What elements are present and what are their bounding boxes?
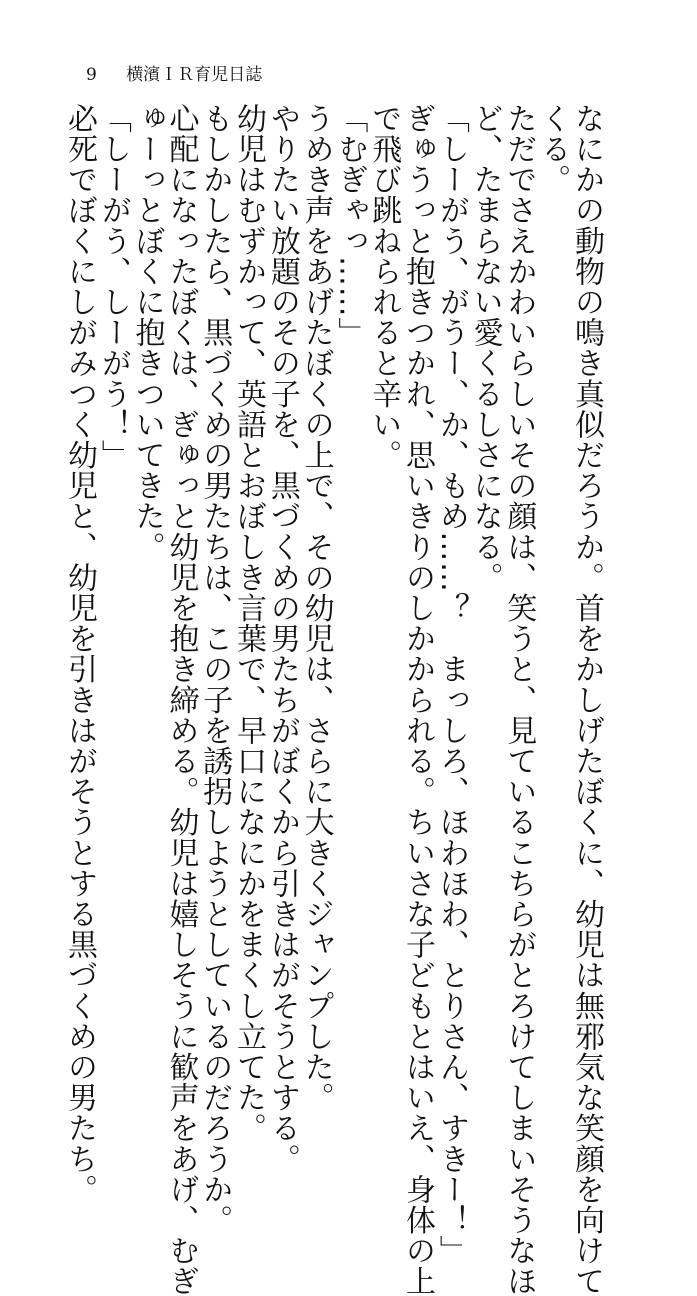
text-line: 幼児はむずかって、英語とおぼしき言葉で、早口になにかをまくし立てた。 [231, 103, 267, 1144]
text-line: ゅーっとぼくに抱きついてきた。 [129, 103, 165, 562]
text-line: 「しーがう、がうー、か、もめ……？ まっしろ、ほわほわ、とりさん、すきー！」 [433, 103, 469, 1266]
text-line: 「むぎゃっ……」 [332, 103, 368, 348]
text-line: なにかの動物の鳴き真似だろうか。首をかしげたぼくに、幼児は無邪気な笑顔を向けて [569, 103, 604, 1296]
text-line: ただでさえかわいらしいその顔は、笑うと、見ているこちらがとろけてしまいそうなほ [501, 103, 537, 1296]
text-line: うめき声をあげたぼくの上で、その幼児は、さらに大きくジャンプした。 [298, 103, 334, 1113]
vertical-body-text [62, 103, 604, 1296]
text-line: で飛び跳ねられると辛い。 [366, 103, 402, 471]
text-line: 「しーがう、しーがう！」 [95, 103, 131, 471]
text-line: ど、たまらない愛くるしさになる。 [467, 103, 503, 593]
page-number: 9 [86, 65, 97, 85]
text-line: もしかしたら、黒づくめの男たちは、この子を誘拐しようとしているのだろうか。 [197, 103, 233, 1236]
text-line: やりたい放題のその子を、黒づくめの男たちがぼくから引きはがそうとする。 [264, 103, 300, 1174]
text-line: くる。 [535, 103, 571, 195]
running-title: 横濱ＩＲ育児日誌 [126, 65, 263, 85]
text-line: 心配になったぼくは、ぎゅっと幼児を抱き締める。幼児は嬉しそうに歓声をあげ、むぎ [163, 103, 199, 1296]
running-header [86, 60, 262, 85]
text-line: ぎゅうっと抱きつかれ、思いきりのしかかられる。ちいさな子どもとはいえ、身体の上 [400, 103, 436, 1296]
text-line: 必死でぼくにしがみつく幼児と、幼児を引きはがそうとする黒づくめの男たち。 [62, 103, 98, 1205]
